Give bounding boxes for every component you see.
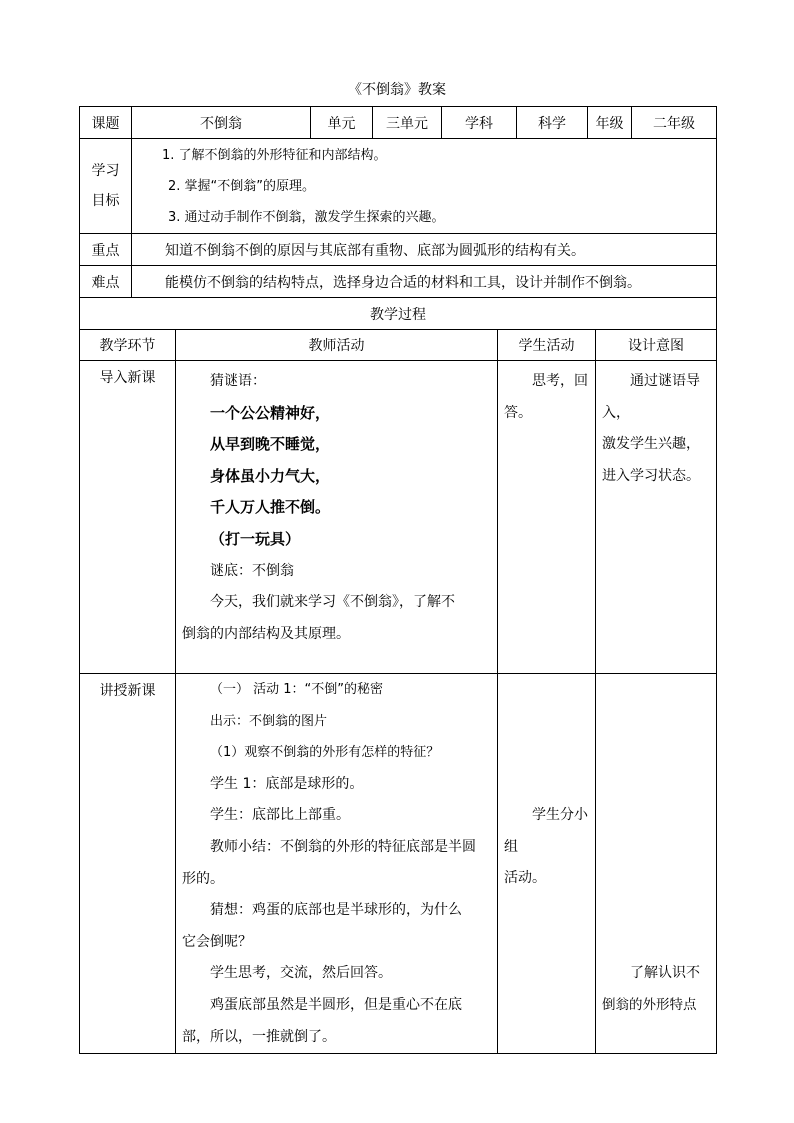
lecture-student-activity: [498, 674, 596, 1054]
goal-item: 2. 掌握“不倒翁”的原理。: [168, 178, 316, 194]
lecture-teacher-activity: [176, 674, 498, 1054]
student-line: 学生分小组: [504, 807, 588, 855]
riddle-line: 千人万人推不倒。: [210, 498, 331, 517]
riddle-line: 从早到晚不睡觉，: [210, 435, 331, 454]
teacher-line: 出示：不倒翁的图片: [210, 713, 328, 729]
teacher-line: 形的。: [182, 870, 224, 887]
goals-label: [80, 139, 132, 234]
document-title: 《不倒翁》教案: [348, 82, 446, 98]
teacher-line: 它会倒呢？: [182, 933, 252, 950]
riddle-line: 身体虽小力气大，: [210, 466, 331, 485]
teacher-line: 鸡蛋底部虽然是半圆形，但是重心不在底: [210, 996, 462, 1013]
teacher-line: （一） 活动 1：“不倒”的秘密: [210, 682, 384, 697]
intent-line: 通过谜语导入，: [602, 373, 700, 421]
intent-line: 了解认识不: [630, 965, 700, 981]
intro-student-activity: [498, 361, 596, 674]
lesson-value: 不倒翁: [132, 107, 311, 139]
key-point-text: 知道不倒翁不倒的原因与其底部有重物、底部为圆弧形的结构有关。: [132, 234, 717, 266]
lesson-label: 课题: [80, 107, 132, 139]
intro-teacher-activity: [176, 361, 498, 674]
teacher-line: 教师小结：不倒翁的外形的特征底部是半圆: [210, 838, 476, 855]
process-title: 教学过程: [80, 298, 717, 330]
intent-line: 倒翁的外形特点: [602, 996, 697, 1013]
teacher-line: 猜谜语：: [210, 373, 266, 389]
goals-label-line-2: 目标: [91, 193, 120, 209]
column-header-student: 学生活动: [498, 330, 596, 361]
difficulty-text: 能模仿不倒翁的结构特点，选择身边合适的材料和工具，设计并制作不倒翁。: [132, 266, 717, 298]
grade-value: 二年级: [632, 107, 717, 139]
student-line: 活动。: [504, 870, 546, 887]
column-header-intent: 设计意图: [596, 330, 717, 361]
teacher-line: 学生思考，交流，然后回答。: [210, 965, 392, 982]
goals-content: [132, 139, 717, 234]
riddle-line: 一个公公精神好，: [210, 403, 331, 422]
goal-item: 1. 了解不倒翁的外形特征和内部结构。: [162, 147, 387, 163]
column-header-teacher: 教师活动: [176, 330, 498, 361]
goals-label-line-1: 学习: [91, 163, 120, 179]
teacher-line: 谜底：不倒翁: [210, 562, 294, 579]
unit-value: 三单元: [373, 107, 442, 139]
lecture-design-intent: [596, 674, 717, 1054]
intro-stage: 导入新课: [80, 361, 176, 674]
teacher-line: 猜想：鸡蛋的底部也是半球形的，为什么: [210, 902, 462, 919]
intent-line: 激发学生兴趣，: [602, 436, 700, 453]
teacher-line: 部，所以，一推就倒了。: [182, 1028, 336, 1045]
subject-value: 科学: [517, 107, 588, 139]
goal-item: 3. 通过动手制作不倒翁，激发学生探索的兴趣。: [168, 209, 445, 225]
intro-design-intent: [596, 361, 717, 674]
grade-label: 年级: [588, 107, 632, 139]
subject-label: 学科: [442, 107, 517, 139]
student-line: 思考，回: [532, 373, 588, 389]
student-line: 答。: [504, 404, 532, 421]
teaching-process-table: [79, 297, 717, 1054]
intent-line: 进入学习状态。: [602, 467, 700, 484]
lecture-stage: 讲授新课: [80, 674, 176, 1054]
teacher-line: 倒翁的内部结构及其原理。: [182, 625, 350, 642]
teacher-line: 今天，我们就来学习《不倒翁》，了解不: [210, 594, 455, 611]
teacher-line: 学生 1：底部是球形的。: [210, 775, 364, 792]
riddle-line: （打一玩具）: [210, 529, 301, 548]
teacher-line: 学生：底部比上部重。: [210, 807, 350, 824]
unit-label: 单元: [311, 107, 373, 139]
difficulty-label: 难点: [80, 266, 132, 298]
lesson-info-table: [79, 106, 717, 298]
teacher-line: （1）观察不倒翁的外形有怎样的特征？: [210, 745, 440, 761]
key-point-label: 重点: [80, 234, 132, 266]
column-header-stage: 教学环节: [80, 330, 176, 361]
